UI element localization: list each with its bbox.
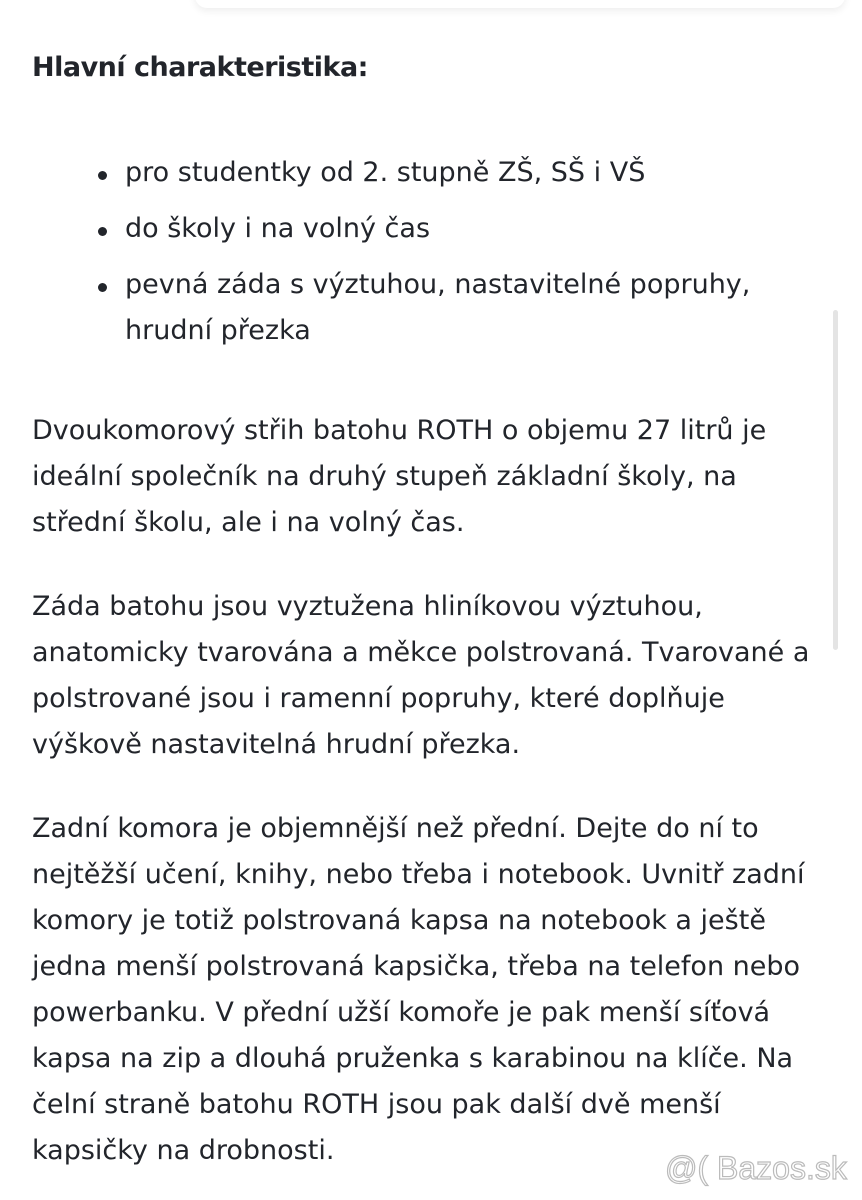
list-item: do školy i na volný čas xyxy=(92,206,822,252)
scrollbar[interactable] xyxy=(833,310,838,650)
list-item: pro studentky od 2. stupně ZŠ, SŠ i VŠ xyxy=(92,150,822,196)
top-card-edge xyxy=(195,0,845,8)
paragraph-compartments: Zadní komora je objemnější než přední. Dejte do ní to nejtěžší učení, knihy, nebo třeba i notebook. Uvnitř zadní komory je totiž polstrovaná kapsa na notebook a ještě jedna menší polstrovaná kapsička, třeba na telefon nebo powerbanku. V přední užší komoře je pak menší síťová kapsa na zip a dlouhá pruženka s karabinou na klíče. Na čelní straně batohu ROTH jsou pak další dvě menší kapsičky na drobnosti. xyxy=(32,813,805,1166)
paragraph-intro: Dvoukomorový střih batohu ROTH o objemu 27 litrů je ideální společník na druhý stupeň základní školy, na střední školu, ale i na volný čas. xyxy=(32,415,767,538)
feature-list xyxy=(92,150,822,364)
watermark: @( Bazos.sk xyxy=(665,1150,847,1186)
list-item: pevná záda s výztuhou, nastavitelné popruhy, hrudní přezka xyxy=(92,262,822,354)
paragraph-back: Záda batohu jsou vyztužena hliníkovou výztuhou, anatomicky tvarována a měkce polstrovaná. Tvarované a polstrované jsou i ramenní popruhy, které doplňuje výškově nastavitelná hrudní přezka. xyxy=(32,591,810,760)
section-heading: Hlavní charakteristika: xyxy=(32,52,368,83)
